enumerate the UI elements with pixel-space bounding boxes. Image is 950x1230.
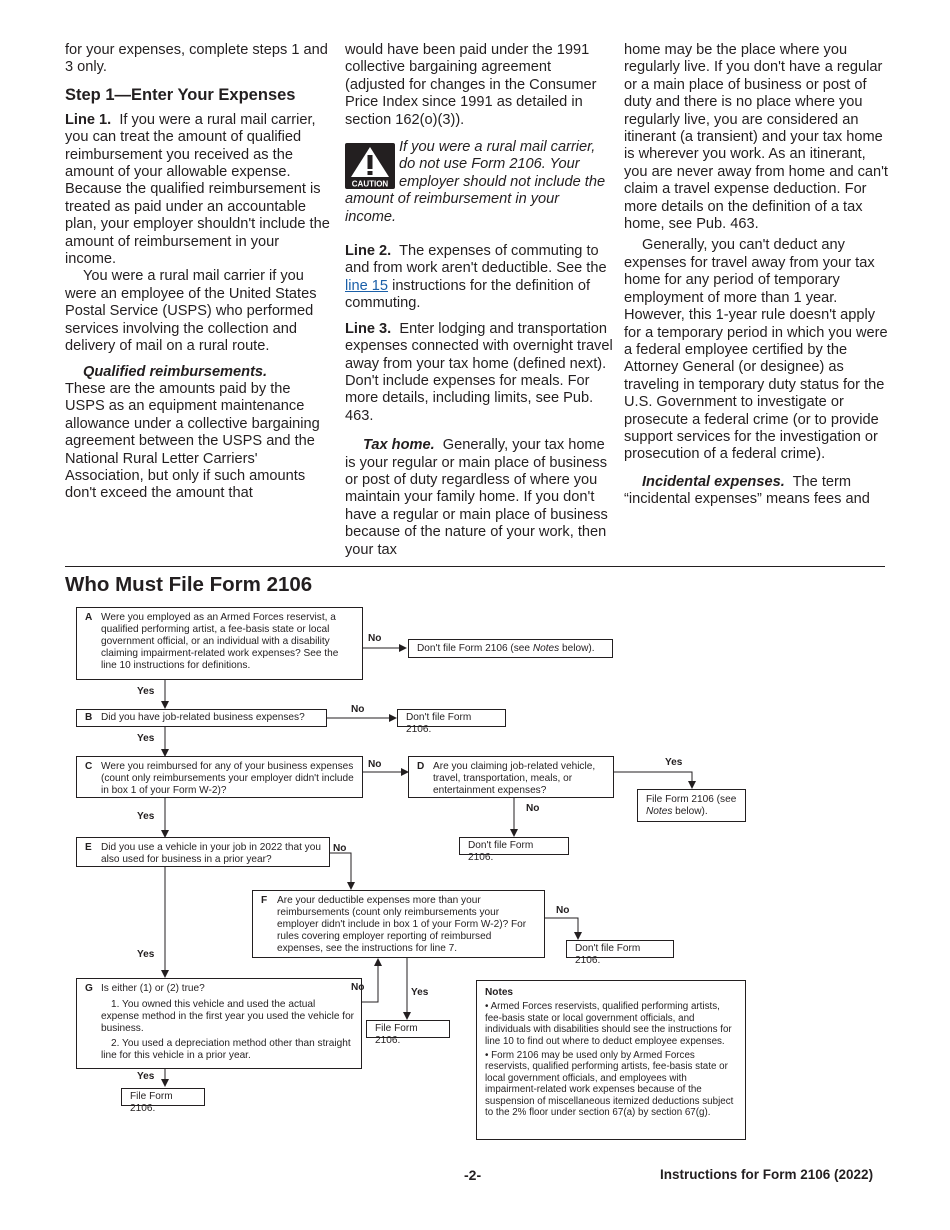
question-letter: D bbox=[417, 761, 425, 772]
label-yes-g: Yes bbox=[137, 1071, 155, 1082]
label-no-g: No bbox=[351, 982, 365, 993]
result-a-no-box bbox=[408, 639, 613, 658]
result-d-yes-box bbox=[637, 789, 746, 822]
question-letter: A bbox=[85, 612, 93, 623]
question-e-box bbox=[76, 837, 330, 867]
result-b-no-box: Don't file Form 2106. bbox=[397, 709, 506, 727]
notes-title: Notes bbox=[485, 987, 514, 998]
label-no-a: No bbox=[368, 633, 382, 644]
rural-carrier-paragraph: You were a rural mail carrier if you were an employee of the United States Postal Service (USPS) who performed services involving the collection and delivery of mail on a rural route. bbox=[65, 268, 317, 355]
result-d-no-box: Don't file Form 2106. bbox=[459, 837, 569, 855]
question-g-item1: 1. You owned this vehicle and used the actual expense method in the first year you used the vehicle for business. bbox=[101, 999, 355, 1034]
caution-icon-label: CAUTION bbox=[351, 179, 389, 189]
result-italic: Notes bbox=[646, 806, 673, 817]
label-yes-a: Yes bbox=[137, 686, 155, 697]
question-d-text: Are you claiming job-related vehicle, travel, transportation, meals, or entertainment expenses? bbox=[433, 761, 596, 796]
label-no-e: No bbox=[333, 843, 347, 854]
page-number: -2- bbox=[464, 1167, 482, 1183]
question-letter: E bbox=[85, 842, 92, 853]
question-letter: G bbox=[85, 983, 93, 994]
label-no-b: No bbox=[351, 704, 365, 715]
qualified-label: Qualified reimbursements. bbox=[83, 363, 268, 380]
question-c-text: Were you reimbursed for any of your business expenses (count only reimbursements your employer didn't include in box 1 of your Form W-2)? bbox=[101, 761, 354, 796]
question-f-text: Are your deductible expenses more than your reimbursements (count only reimbursements your employer didn't include in box 1 of your Form W-2)? For rules covering employer reporting of reimbursed expenses, see the instructions for line 7. bbox=[277, 895, 527, 954]
line3-label: Line 3. bbox=[345, 320, 392, 337]
notes-box bbox=[476, 980, 746, 1140]
line3-text: Enter lodging and transportation expenses connected with overnight travel away from your tax home (defined next). Don't include expenses for meals. For more details, including limits, see Pub. 463. bbox=[345, 320, 613, 424]
label-yes-d: Yes bbox=[665, 757, 683, 768]
line15-link[interactable]: line 15 bbox=[345, 277, 389, 294]
qualified-text: These are the amounts paid by the USPS as an equipment maintenance allowance under a collective bargaining agreement between the USPS and the National Rural Letter Carriers' Association, but only if such amounts don't exceed the amount that bbox=[65, 380, 320, 502]
question-b-box bbox=[76, 709, 327, 727]
question-g-text: Is either (1) or (2) true? bbox=[101, 983, 205, 994]
question-letter: B bbox=[85, 712, 93, 723]
line2-text-after: instructions for the definition of commuting. bbox=[345, 277, 591, 312]
question-a-box bbox=[76, 607, 363, 680]
result-text: File Form 2106 (see bbox=[646, 794, 737, 805]
label-no-c: No bbox=[368, 759, 382, 770]
question-a-text: Were you employed as an Armed Forces reservist, a qualified performing artist, a fee-basis state or local government official, or an individual with a disability claiming impairment-related work expenses? See the line 10 instructions for definitions. bbox=[101, 612, 339, 671]
question-letter: C bbox=[85, 761, 93, 772]
temporary-employment-paragraph: Generally, you can't deduct any expenses for travel away from your tax home for any period of temporary employment of more than 1 year. However, this 1-year rule doesn't apply for a temporary period in which you were a federal employee certified by the Attorney General (or designee) as traveling in temporary duty status for the U.S. Government to investigate or prosecute a federal crime (or to provide support services for the investigation or prosecution of a federal crime). bbox=[624, 237, 888, 463]
label-yes-c: Yes bbox=[137, 811, 155, 822]
step1-heading: Step 1—Enter Your Expenses bbox=[65, 85, 296, 104]
question-letter: F bbox=[261, 895, 268, 906]
line1-text: If you were a rural mail carrier, you can treat the amount of qualified reimbursement you received as the amount of your allowable expense. Because the qualified reimbursement is treated as paid under an accountable plan, your employer shouldn't include the amount of reimbursement in your income. bbox=[65, 111, 330, 268]
question-e-text: Did you use a vehicle in your job in 2022 that you also used for business in a prior year? bbox=[101, 842, 321, 865]
caution-text: If you were a rural mail carrier, do not use Form 2106. Your employer should not include the amount of reimbursement in your income. bbox=[345, 139, 606, 225]
label-no-d: No bbox=[526, 803, 540, 814]
taxhome-label: Tax home. bbox=[363, 437, 435, 454]
label-yes-e: Yes bbox=[137, 949, 155, 960]
question-d-box bbox=[408, 756, 614, 798]
result-text-after: below). bbox=[672, 806, 708, 817]
result-text: Don't file Form 2106 (see bbox=[417, 643, 533, 654]
result-italic: Notes bbox=[532, 643, 560, 654]
question-c-box bbox=[76, 756, 363, 798]
result-g-yes-box: File Form 2106. bbox=[121, 1088, 205, 1106]
label-no-f: No bbox=[556, 905, 570, 916]
result-text-after: below). bbox=[559, 643, 595, 654]
line2-label: Line 2. bbox=[345, 243, 392, 260]
note-item: • Form 2106 may be used only by Armed Forces reservists, qualified performing artists, fee-basis state or local government officials, and employees with impairment-related work expenses because of the suspension of miscellaneous itemized deductions subject to the 2% floor under section 67(a) by section 67(g). bbox=[485, 1050, 734, 1119]
continued-text: would have been paid under the 1991 collective bargaining agreement (adjusted for changes in the Consumer Price Index since 1991 as detailed in section 162(o)(3)). bbox=[345, 42, 597, 128]
question-g-item2: 2. You used a depreciation method other than straight line for this vehicle in a prior year. bbox=[101, 1038, 351, 1061]
label-yes-b: Yes bbox=[137, 733, 155, 744]
label-yes-f: Yes bbox=[411, 987, 429, 998]
document-title: Instructions for Form 2106 (2022) bbox=[660, 1167, 874, 1182]
line1-label: Line 1. bbox=[65, 111, 112, 128]
incidental-label: Incidental expenses. bbox=[642, 473, 785, 490]
question-g-box bbox=[76, 978, 365, 1069]
question-b-text: Did you have job-related business expenses? bbox=[101, 712, 305, 723]
incidental-text: The term “incidental expenses” means fees and bbox=[624, 473, 870, 508]
intro-text: for your expenses, complete steps 1 and 3 only. bbox=[65, 42, 328, 76]
line2-text: The expenses of commuting to and from work aren't deductible. See the bbox=[345, 243, 607, 277]
flowchart-title: Who Must File Form 2106 bbox=[65, 573, 313, 596]
result-f-yes-box: File Form 2106. bbox=[366, 1020, 450, 1038]
result-f-no-box: Don't file Form 2106. bbox=[566, 940, 674, 958]
question-f-box bbox=[252, 890, 545, 958]
note-item: • Armed Forces reservists, qualified performing artists, fee-basis state or local government officials, and individuals with disabilities should see the instructions for line 10 to find out where to deduct employee expenses. bbox=[485, 1001, 732, 1047]
taxhome-continued-text: home may be the place where you regularly live. If you don't have a regular or a main place of business or post of duty and there is no place where you regularly live, you are considered an itinerant (a transient) and your tax home is wherever you work. As an itinerant, you are never away from home and can't claim a travel expense deduction. For more details on the definition of a tax home, see Pub. 463. bbox=[624, 42, 888, 233]
taxhome-text: Generally, your tax home is your regular or main place of business or post of duty regardless of where you maintain your family home. If you don't have a regular or main place of business because of the nature of your work, then your tax bbox=[345, 437, 608, 558]
